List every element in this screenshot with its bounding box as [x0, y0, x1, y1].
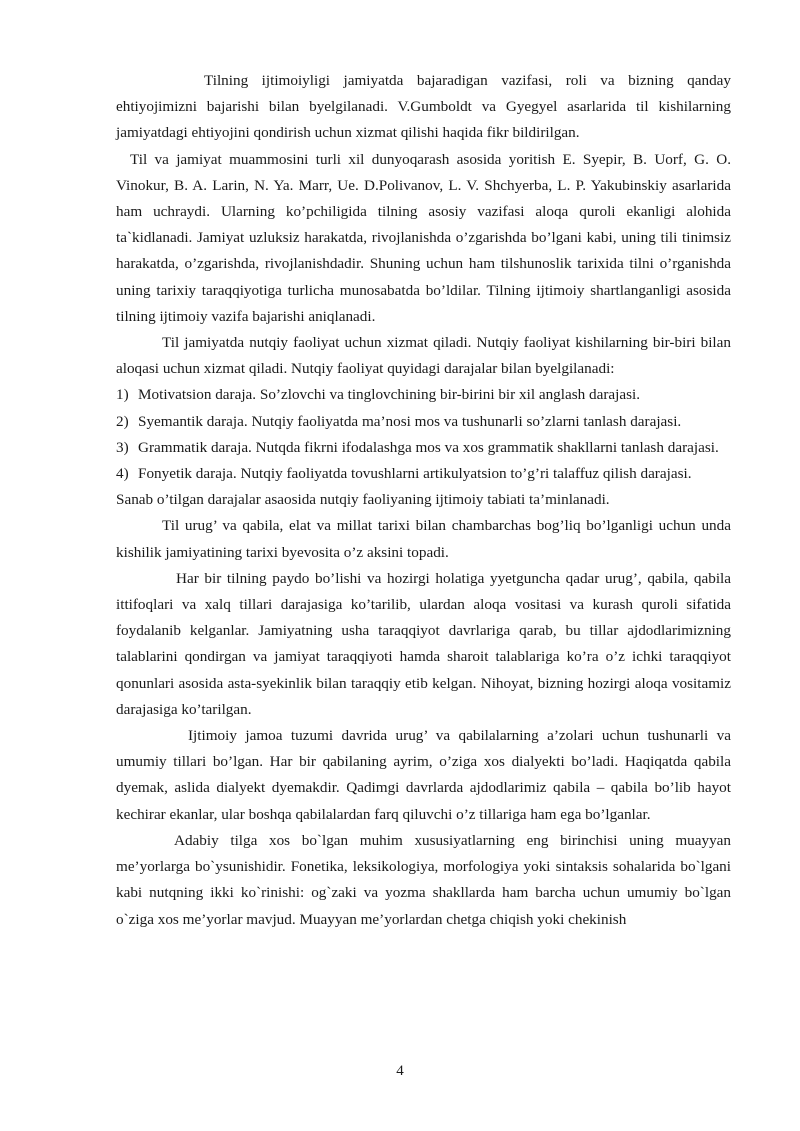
list-item-number: 4): [116, 465, 129, 483]
paragraph-2: Til va jamiyat muammosini turli xil dunyoqarash asosida yoritish E. Syepir, B. Uorf, G. O. Vinokur, B. A. Larin, N. Ya. Marr, Ue. D.Polivanov, L. V. Shchyerba, L. P. Yakubinskiy asarlarida ham uchraydi. Ularning ko’pchiligida tilning asosiy vazifasi aloqa quroli ekanligi alohida ta`kidlanadi. Jamiyat uzluksiz harakatda, rivojlanishda o’zgarishda bo’lgani kabi, uning tili tinimsiz harakatda, o’zgarishda, rivojlanishdadir. Shuning uchun ham tilshunoslik tarixida tilni o’rganishda uning tarixiy taraqqiyotiga turlicha munosabatda bo’ldilar. Tilning ijtimoiy shartlanganligi asosida tilning ijtimoiy vazifa bajarishi aniqlanadi.: [116, 150, 731, 325]
paragraph-4: Sanab o’tilgan darajalar asaosida nutqiy faoliyaning ijtimoiy tabiati ta’minlanadi.: [116, 491, 610, 509]
list-item-number: 1): [116, 386, 129, 404]
list-item: [116, 461, 731, 487]
page-number: 4: [396, 1063, 404, 1079]
list-item-text: Syemantik daraja. Nutqiy faoliyatda ma’nosi mos va tushunarli so’zlarni tanlash darajasi.: [138, 412, 682, 430]
list-item-text: Fonyetik daraja. Nutqiy faoliyatda tovushlarni artikulyatsion to’g’ri talaffuz qilish darajasi.: [138, 465, 692, 483]
paragraph-6: Har bir tilning paydo bo’lishi va hozirgi holatiga yyetguncha qadar urug’, qabila, qabila ittifoqlari va xalq tillari darajasiga ko’tarilib, ulardan aloqa vositasi va kurash quroli sifatida foydalanib kelganlar. Jamiyatning usha taraqqiyot davrlariga qarab, bu tillar ajdodlarimizning talablarini qondirgan va jamiyat taraqqiyoti hamda sharoit talablariga ko’ra o’z ichki taraqqiyot qonunlari asosida asta-syekinlik bilan taraqqiy etib kelgan. Nihoyat, bizning hozirgi aloqa vositamiz darajasiga ko’tarilgan.: [116, 569, 731, 718]
document-body: [116, 68, 731, 933]
paragraph-1: Tilning ijtimoiyligi jamiyatda bajaradigan vazifasi, roli va bizning qanday ehtiyojimizni bajarishi bilan byelgilanadi. V.Gumboldt va Gyegyel asarlarida til kishilarning jamiyatdagi ehtiyojini qondirish uchun xizmat qilishi haqida fikr bildirilgan.: [116, 72, 731, 142]
paragraph-5: Til urug’ va qabila, elat va millat tarixi bilan chambarchas bog’liq bo’lganligi uchun unda kishilik jamiyatining tarixi byevosita o’z aksini topadi.: [116, 517, 731, 561]
list-item: [116, 435, 731, 461]
list-item: [116, 382, 731, 408]
paragraph-7: Ijtimoiy jamoa tuzumi davrida urug’ va qabilalarning a’zolari uchun tushunarli va umumiy tillari bo’lgan. Har bir qabilaning ayrim, o’ziga xos dialyekti bo’ladi. Haqiqatda qabila dyemak, aslida dialyekt dyemakdir. Qadimgi davrlarda ajdodlarimiz qabila – qabila bo’lib hayot kechirar ekanlar, ular boshqa qabilalardan farq qiluvchi o’z tillariga ham ega bo’lganlar.: [116, 727, 731, 823]
paragraph-8: Adabiy tilga xos bo`lgan muhim xususiyatlarning eng birinchisi uning muayyan me’yorlarga bo`ysunishidir. Fonetika, leksikologiya, morfologiya yoki sintaksis sohalarida bo`lgani kabi nutqning ikki ko`rinishi: og`zaki va yozma shakllarda ham barcha uchun umumiy bo`lgan o`ziga xos me’yorlar mavjud. Muayyan me’yorlardan chetga chiqish yoki chekinish: [116, 831, 731, 928]
paragraph-3: Til jamiyatda nutqiy faoliyat uchun xizmat qiladi. Nutqiy faoliyat kishilarning bir-biri bilan aloqasi uchun xizmat qiladi. Nutqiy faoliyat quyidagi darajalar bilan byelgilanadi:: [116, 334, 731, 378]
list-item-text: Motivatsion daraja. So’zlovchi va tinglovchining bir-birini bir xil anglash darajasi.: [138, 386, 641, 404]
list-item-number: 2): [116, 412, 129, 430]
list-item-text: Grammatik daraja. Nutqda fikrni ifodalashga mos va xos grammatik shakllarni tanlash darajasi.: [138, 438, 719, 456]
list-item: [116, 409, 731, 435]
list-item-number: 3): [116, 438, 129, 456]
levels-list: [116, 382, 731, 487]
